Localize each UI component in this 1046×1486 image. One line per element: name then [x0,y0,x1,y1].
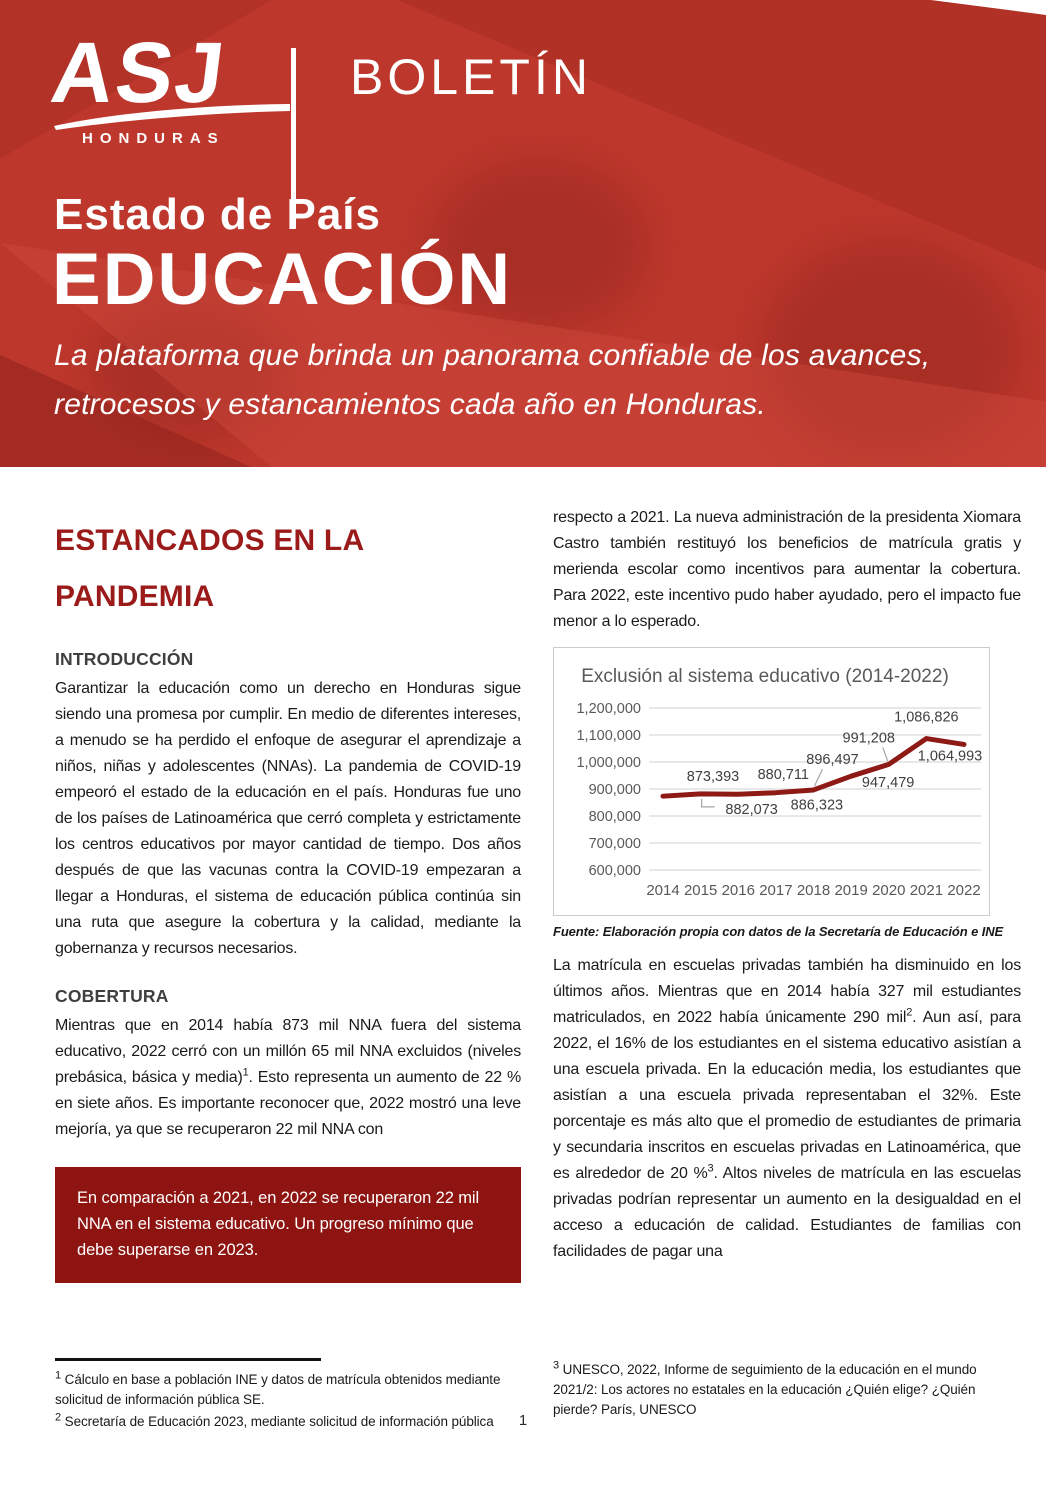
cobertura-section-heading: COBERTURA [55,986,169,1007]
svg-text:947,479: 947,479 [861,775,915,792]
footnote-ref-2: 2 [906,1006,913,1019]
svg-text:2019: 2019 [834,882,868,899]
cobertura-paragraph [55,1013,521,1143]
cobertura-text: Mientras que en 2014 había 873 mil NNA fuera del sistema educativo, 2022 cerró con un millón 65 mil NNA excluidos (niveles prebásica, básica y media) [55,1017,521,1087]
footnote-1 [55,1370,521,1410]
svg-text:900,000: 900,000 [588,782,641,798]
private-schools-paragraph [553,953,1021,1265]
asj-logo-subtext: HONDURAS [82,130,225,147]
svg-text:880,711: 880,711 [757,767,809,784]
page-title: EDUCACIÓN [52,239,513,320]
svg-text:2014: 2014 [646,882,680,899]
svg-text:896,497: 896,497 [806,751,859,768]
svg-text:1,086,826: 1,086,826 [894,709,959,726]
exclusion-chart [553,647,990,916]
highlight-callout-box: En comparación a 2021, en 2022 se recuperaron 22 mil NNA en el sistema educativo. Un progreso mínimo que debe superarse en 2023. [55,1167,521,1283]
svg-text:991,208: 991,208 [842,730,895,747]
svg-text:882,073: 882,073 [725,801,778,818]
asj-logo-text: ASJ [46,25,232,121]
private-schools-text: . Altos niveles de matrícula en las escuelas privadas podrían representar un aumento en la desigualdad en el acceso a educación de calidad. Estudiantes de familias con facilidades de pagar una [553,1165,1021,1260]
footnotes-right [553,1358,1003,1420]
svg-text:1,200,000: 1,200,000 [576,701,641,717]
svg-text:2015: 2015 [683,882,718,899]
footnote-3-marker: 3 [553,1359,560,1372]
svg-text:2022: 2022 [947,882,981,899]
svg-text:Exclusión al sistema educativo: Exclusión al sistema educativo (2014-2022) [581,666,949,687]
asj-logo [46,25,302,147]
intro-section-heading: INTRODUCCIÓN [55,649,194,670]
chart-source-caption: Fuente: Elaboración propia con datos de la Secretaría de Educación e INE [553,924,1004,939]
svg-text:886,323: 886,323 [790,797,844,814]
svg-text:1,064,993: 1,064,993 [917,748,983,765]
left-column [55,505,521,1283]
private-schools-text: La matrícula en escuelas privadas también ha disminuido en los últimos años. Mientras que en 2014 había 327 mil estudiantes matriculados, en 2022 había únicamente 290 mil [553,957,1021,1026]
cobertura-text: . Esto representa un aumento de 22 % en siete años. Es importante reconocer que, 2022 mostró una leve mejoría, ya que se recuperaron 22 mil NNA con [55,1069,521,1139]
header-kicker: Estado de País [54,190,382,239]
svg-text:1,000,000: 1,000,000 [576,755,641,771]
exclusion-chart-svg [554,648,988,910]
svg-text:700,000: 700,000 [588,836,641,852]
masthead-title: BOLETÍN [350,49,592,105]
private-schools-text: . Aun así, para 2022, el 16% de los estudiantes en el sistema educativo asistían a una escuela privada. En la educación media, los estudiantes que asistían a una escuela privada representaban el 32%. Este porcentaje es más alto que el promedio de estudiantes de primaria y secundaria inscritos en escuelas privadas en Latinoamérica, que es alrededor de 20 % [553,1009,1021,1182]
svg-text:2018: 2018 [796,882,831,899]
svg-text:2021: 2021 [909,882,944,899]
svg-text:1,100,000: 1,100,000 [576,728,641,744]
header-banner [0,0,1046,467]
svg-text:2017: 2017 [759,882,793,899]
svg-text:2020: 2020 [872,882,906,899]
footnote-ref-1: 1 [242,1066,249,1079]
svg-text:873,393: 873,393 [686,769,740,786]
header-subtitle: La plataforma que brinda un panorama confiable de los avances, retrocesos y estancamientos cada año en Honduras. [54,339,931,421]
svg-text:600,000: 600,000 [588,863,641,879]
footnote-2-text: Secretaría de Educación 2023, mediante solicitud de información pública [61,1414,494,1429]
continuation-paragraph: respecto a 2021. La nueva administración de la presidenta Xiomara Castro también restituyó los beneficios de matrícula gratis y merienda escolar como incentivos para aumentar la cobertura. Para 2022, este incentivo pudo haber ayudado, pero el impacto fue menor a lo esperado. [553,509,1021,630]
right-column [553,505,1021,1265]
footnote-ref-3: 3 [707,1162,714,1175]
footnote-1-marker: 1 [55,1369,62,1382]
footnote-2-marker: 2 [55,1411,62,1424]
svg-text:800,000: 800,000 [588,809,641,825]
article-headline: ESTANCADOS EN LA PANDEMIA [55,524,364,614]
footnote-separator-rule [55,1358,321,1361]
intro-paragraph: Garantizar la educación como un derecho en Honduras sigue siendo una promesa por cumplir. En medio de diferentes intereses, a menudo se ha perdido el enfoque de asegurar el aprendizaje a niños, niñas y adolescentes (NNAs). La pandemia de COVID-19 empeoró el estado de la educación en el país. Honduras fue uno de los países de Latinoamérica que cerró completa y estrictamente los centros educativos por mayor cantidad de tiempo. Dos años después de que las vacunas contra la COVID-19 empezaran a llegar a Honduras, el sistema de educación pública continúa sin una ruta que asegure la cobertura y la calidad, mediante la gobernanza y recursos necesarios. [55,680,521,958]
footnote-3 [553,1360,1003,1420]
footnote-1-text: Cálculo en base a población INE y datos de matrícula obtenidos mediante solicitud de información pública SE. [55,1372,501,1407]
page-number: 1 [518,1412,528,1429]
svg-text:2016: 2016 [721,882,755,899]
footnote-3-text: UNESCO, 2022, Informe de seguimiento de la educación en el mundo 2021/2: Los actores no estatales en la educación ¿Quién elige? ¿Quién pierde? París, UNESCO [553,1362,977,1417]
